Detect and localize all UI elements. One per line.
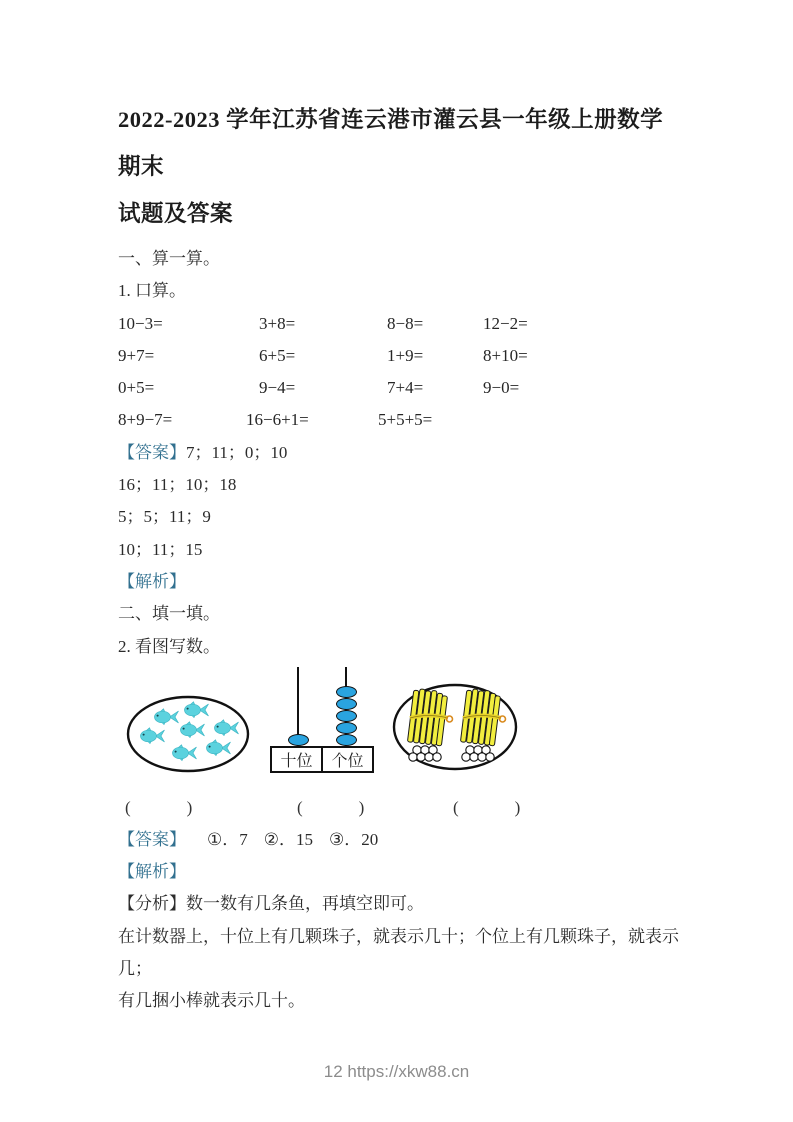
abacus-bead <box>336 710 357 722</box>
math-problem: 9−0= <box>483 378 520 398</box>
paren-open: ( <box>453 797 459 817</box>
q2-detail-line1 <box>118 888 686 920</box>
page-title <box>118 96 686 237</box>
q2-label: 2. 看图写数。 <box>118 636 220 656</box>
q1-problems-row2 <box>118 340 686 372</box>
q2-answer-line <box>118 824 686 856</box>
answer-item: ②．15 <box>263 829 313 849</box>
abacus-figure <box>270 667 374 773</box>
section1-heading: 一、算一算。 <box>118 249 220 268</box>
detail-text: 数一数有几条鱼，再填空即可。 <box>186 894 424 914</box>
abacus-bead <box>288 734 309 746</box>
math-problem: 3+8= <box>259 313 296 333</box>
math-problem: 5+5+5= <box>378 410 433 430</box>
document-content <box>118 96 686 1018</box>
math-problem: 16−6+1= <box>246 410 309 430</box>
abacus-box <box>270 746 374 773</box>
abacus-bead <box>336 686 357 698</box>
section2-heading: 二、填一填。 <box>118 604 220 624</box>
paren-open: ( <box>297 797 303 817</box>
answer-item: ③．20 <box>329 829 379 849</box>
abacus-bead <box>336 722 357 734</box>
abacus-bead <box>336 698 357 710</box>
paren-open: ( <box>125 797 131 817</box>
answer-item: ①．7 <box>207 829 248 849</box>
q2-detail-line2: 在计数器上，十位上有几颗珠子，就表示几十；个位上有几颗珠子，就表示几； <box>118 926 679 979</box>
abacus-tens-label: 十位 <box>272 748 323 771</box>
math-problem: 12−2= <box>483 313 528 333</box>
abacus-bead <box>336 734 357 746</box>
math-problem: 6+5= <box>259 345 296 365</box>
page-title-line1: 2022-2023 学年江苏省连云港市灌云县一年级上册数学期末 <box>118 107 664 179</box>
q2-detail-line3: 有几捆小棒就表示几十。 <box>118 991 305 1011</box>
q1-problems-row1 <box>118 308 686 340</box>
stick-bundles-figure <box>392 683 518 771</box>
answer-blank <box>297 791 364 824</box>
q1-analysis-line <box>118 566 686 598</box>
page-footer: 12 https://xkw88.cn <box>323 1062 470 1081</box>
paren-close: ) <box>514 797 521 817</box>
fish-oval-figure <box>126 695 250 773</box>
analysis-label: 【解析】 <box>118 571 186 591</box>
answer-label: 【答案】 <box>118 442 186 462</box>
math-problem: 8+10= <box>483 345 528 365</box>
q1-answer-line3: 5；5；11；9 <box>118 507 211 527</box>
page-title-line2: 试题及答案 <box>118 201 234 226</box>
math-problem: 1+9= <box>387 345 424 365</box>
detail-label: 【分析】 <box>118 894 186 914</box>
q1-answer-line2: 16；11；10；18 <box>118 475 237 495</box>
q2-blank-row <box>118 791 686 824</box>
q1-problems-row3 <box>118 372 686 404</box>
paren-close: ) <box>358 797 365 817</box>
math-problem: 8+9−7= <box>118 410 173 430</box>
math-problem: 0+5= <box>118 378 155 398</box>
math-problem: 9−4= <box>259 378 296 398</box>
q1-answers-1: 7；11；0；10 <box>186 442 288 462</box>
answer-blank <box>453 791 520 824</box>
q1-answer-line1 <box>118 437 686 469</box>
math-problem: 8−8= <box>387 313 424 333</box>
abacus-ones-label: 个位 <box>331 752 364 770</box>
q2-figure <box>118 665 686 791</box>
q1-answer-line4: 10；11；15 <box>118 539 203 559</box>
answer-blank <box>125 791 192 824</box>
q2-analysis-line <box>118 856 686 888</box>
q1-label: 1. 口算。 <box>118 281 186 301</box>
q1-problems-row4 <box>118 404 686 436</box>
math-problem: 10−3= <box>118 313 163 333</box>
math-problem: 9+7= <box>118 345 155 365</box>
answer-label: 【答案】 <box>118 829 186 849</box>
analysis-label: 【解析】 <box>118 862 186 882</box>
math-problem: 7+4= <box>387 378 424 398</box>
paren-close: ) <box>186 797 193 817</box>
